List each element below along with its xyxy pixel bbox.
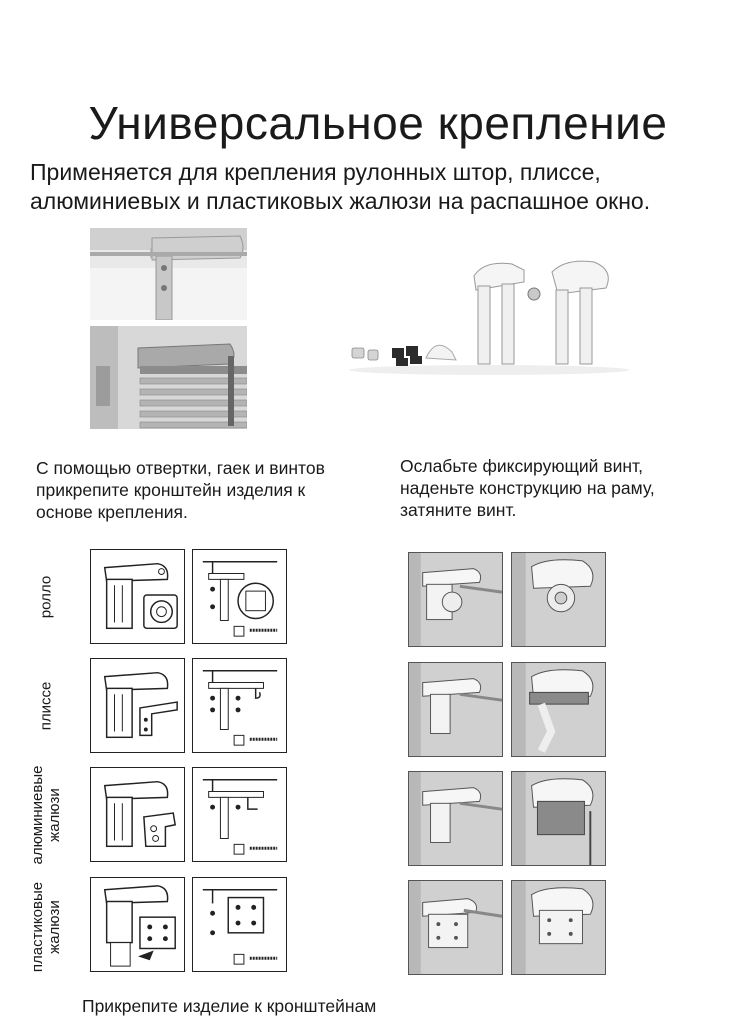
roller-install-step-1 xyxy=(408,552,503,647)
bracket-on-frame-photo xyxy=(90,228,247,320)
row-label-roller-text: ролло xyxy=(37,575,55,619)
left-instruction-line-2: прикрепите кронштейн изделия к xyxy=(36,480,306,500)
footer-caption: Прикрепите изделие к кронштейнам xyxy=(82,996,377,1016)
row-label-aluminum xyxy=(29,766,63,865)
right-instruction xyxy=(400,455,655,521)
row-label-roller xyxy=(38,576,55,618)
row-label-pleated xyxy=(38,682,55,731)
bracket-product-photo xyxy=(344,256,634,376)
plastic-install-step-2 xyxy=(511,880,606,975)
right-instruction-line-3: затяните винт. xyxy=(400,500,517,520)
left-instruction-line-3: основе крепления. xyxy=(36,502,188,522)
row-label-plastic-line-1: пластиковые xyxy=(29,881,46,973)
plastic-install-step-1 xyxy=(408,880,503,975)
plastic-bracket-diagram xyxy=(90,877,185,972)
roller-install-step-2 xyxy=(511,552,606,647)
aluminum-bracket-diagram xyxy=(90,767,185,862)
aluminum-install-step-2 xyxy=(511,771,606,866)
left-instruction-line-1: С помощью отвертки, гаек и винтов xyxy=(36,458,325,478)
page-subtitle xyxy=(30,158,740,216)
right-instruction-line-1: Ослабьте фиксирующий винт, xyxy=(400,456,643,476)
row-label-plastic xyxy=(29,882,63,972)
right-instruction-line-2: наденьте конструкцию на раму, xyxy=(400,478,655,498)
subtitle-line-1: Применяется для крепления рулонных штор, плиссе, xyxy=(30,159,601,185)
row-label-plastic-line-2: жалюзи xyxy=(46,900,63,954)
pleated-mounting-diagram xyxy=(192,658,287,753)
mounted-blind-photo xyxy=(90,326,247,429)
page-title: Универсальное крепление xyxy=(88,97,668,149)
left-instruction xyxy=(36,457,325,523)
pleated-bracket-diagram xyxy=(90,658,185,753)
row-label-aluminum-line-2: жалюзи xyxy=(46,788,63,842)
subtitle-line-2: алюминиевых и пластиковых жалюзи на распашное окно. xyxy=(30,188,651,214)
pleated-install-step-1 xyxy=(408,662,503,757)
aluminum-mounting-diagram xyxy=(192,767,287,862)
pleated-install-step-2 xyxy=(511,662,606,757)
row-label-pleated-text: плиссе xyxy=(37,681,55,731)
row-label-aluminum-line-1: алюминиевые xyxy=(29,765,46,865)
roller-mounting-diagram xyxy=(192,549,287,644)
aluminum-install-step-1 xyxy=(408,771,503,866)
plastic-mounting-diagram xyxy=(192,877,287,972)
roller-bracket-diagram xyxy=(90,549,185,644)
